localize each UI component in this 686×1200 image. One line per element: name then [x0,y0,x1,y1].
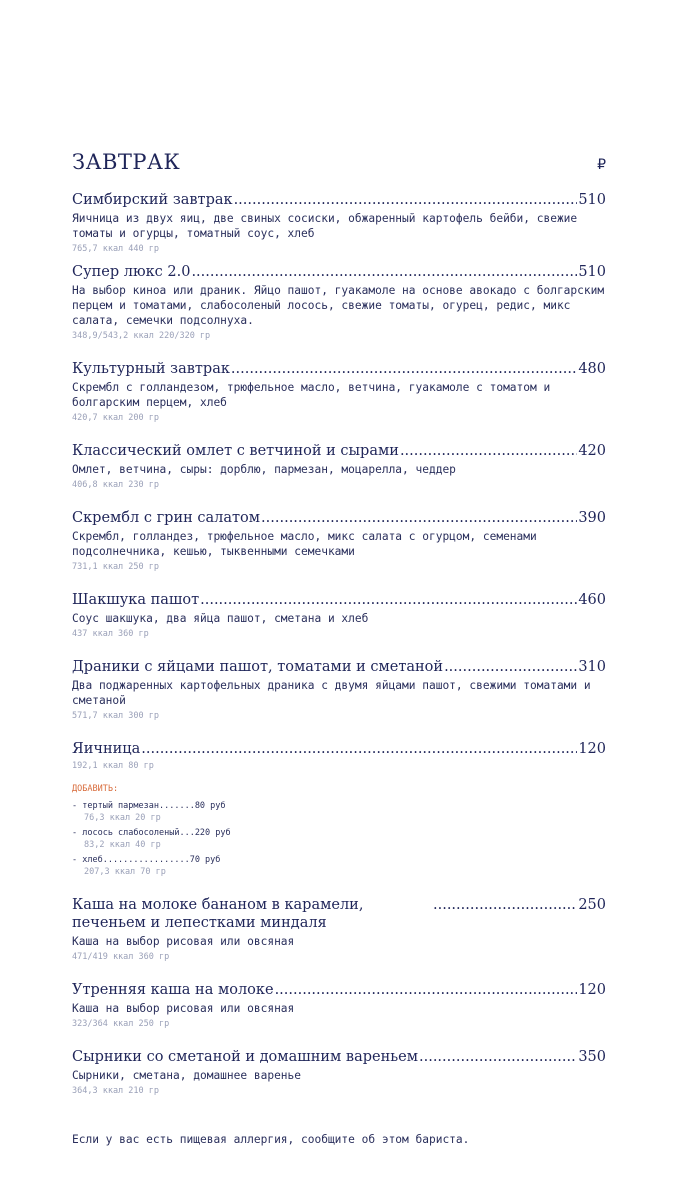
menu-item-header [72,191,606,209]
menu-item-header [72,981,606,999]
addon-line: - лосось слабосоленый...220 руб [72,828,231,838]
menu-item-nutrition: 406,8 ккал 230 гр [72,480,159,490]
menu-item-price: 250 [578,897,606,913]
dot-leader [200,591,577,609]
menu-item-price: 510 [578,192,606,208]
menu-item-header [72,658,606,676]
menu-item [72,263,606,342]
dot-leader [231,360,577,378]
menu-item-header [72,740,606,758]
menu-item-name: Симбирский завтрак [72,192,233,208]
dot-leader [433,896,577,914]
menu-item-header [72,442,606,460]
menu-item-name: Сырники со сметаной и домашним вареньем [72,1049,418,1065]
menu-item-name: Драники с яйцами пашот, томатами и сметаной [72,659,444,675]
menu-item-price: 390 [578,510,606,526]
menu-item-price: 510 [578,264,606,280]
menu-item-name: Скрембл с грин салатом [72,510,261,526]
menu-item-description: Яичница из двух яиц, две свиных сосиски, обжаренный картофель бейби, свежие томаты и огурцы, томатный соус, хлеб [72,212,578,240]
addon-line: - хлеб.................70 руб [72,855,221,865]
menu-item-header [72,1048,606,1066]
menu-item [72,658,606,722]
menu-item-header [72,896,606,932]
menu-item [72,896,606,963]
dot-leader [400,442,577,460]
menu-item-nutrition: 323/364 ккал 250 гр [72,1019,170,1029]
menu-item [72,1048,606,1097]
dot-leader [444,658,577,676]
menu-item [72,191,606,255]
dot-leader [141,740,577,758]
menu-item-name: Культурный завтрак [72,361,230,377]
menu-item-header [72,509,606,527]
menu-item [72,591,606,640]
addon-line: - тертый пармезан.......80 руб [72,801,226,811]
dot-leader [419,1048,577,1066]
addon-nutrition: 76,3 ккал 20 гр [84,813,161,823]
addons-title: ДОБАВИТЬ: [72,784,119,794]
menu-item [72,360,606,424]
menu-item-header [72,591,606,609]
menu-item-description: Каша на выбор рисовая или овсяная [72,935,295,948]
dot-leader [261,509,577,527]
menu-item-nutrition: 192,1 ккал 80 гр [72,761,154,771]
menu-item-name: Классический омлет с ветчиной и сырами [72,443,399,459]
menu-item-nutrition: 348,9/543,2 ккал 220/320 гр [72,331,211,341]
menu-item-price: 480 [578,361,606,377]
addon-nutrition: 207,3 ккал 70 гр [84,867,166,877]
menu-item [72,442,606,491]
menu-item-description: Скрембл с голландезом, трюфельное масло, ветчина, гуакамоле с томатом и болгарским перцем, хлеб [72,381,551,409]
menu-item-price: 120 [578,982,606,998]
menu-item [72,981,606,1030]
menu-item-description: Омлет, ветчина, сыры: дорблю, пармезан, моцарелла, чеддер [72,463,456,476]
allergy-note: Если у вас есть пищевая аллергия, сообщите об этом бариста. [72,1133,470,1146]
dot-leader [275,981,578,999]
dot-leader [234,191,578,209]
menu-item-nutrition: 420,7 ккал 200 гр [72,413,159,423]
menu-item-nutrition: 471/419 ккал 360 гр [72,952,170,962]
addons-block [72,784,606,878]
menu-item-price: 350 [578,1049,606,1065]
menu-item-name: Утренняя каша на молоке [72,982,274,998]
menu-item-nutrition: 571,7 ккал 300 гр [72,711,159,721]
section-title: ЗАВТРАК [72,150,181,174]
menu-page [72,150,606,1097]
menu-item-nutrition: 731,1 ккал 250 гр [72,562,159,572]
menu-item-name: Каша на молоке бананом в карамели, печеньем и лепестками миндаля [72,897,364,931]
menu-item-nutrition: 765,7 ккал 440 гр [72,244,159,254]
menu-item-description: Два поджаренных картофельных драника с двумя яйцами пашот, свежими томатами и сметаной [72,679,591,707]
menu-item-description: Каша на выбор рисовая или овсяная [72,1002,295,1015]
menu-item-header [72,263,606,281]
menu-item-name: Яичница [72,741,141,757]
menu-item-price: 310 [578,659,606,675]
dot-leader [191,263,577,281]
menu-item-price: 420 [578,443,606,459]
menu-item-description: Скрембл, голландез, трюфельное масло, микс салата с огурцом, семенами подсолнечника, кешью, тыквенными семечками [72,530,537,558]
menu-item-header [72,360,606,378]
menu-item-nutrition: 437 ккал 360 гр [72,629,149,639]
menu-item-price: 460 [578,592,606,608]
menu-item-description: Соус шакшука, два яйца пашот, сметана и хлеб [72,612,369,625]
menu-item-description: На выбор киноа или драник. Яйцо пашот, гуакамоле на основе авокадо с болгарским перцем и томатами, слабосоленый лосось, свежие томаты, огурец, редис, микс салата, семечки подсолнуха. [72,284,605,327]
currency-symbol: ₽ [597,157,606,173]
menu-item [72,509,606,573]
menu-item-price: 120 [578,741,606,757]
addon-nutrition: 83,2 ккал 40 гр [84,840,161,850]
menu-item-name: Шакшука пашот [72,592,200,608]
menu-item-name: Супер люкс 2.0 [72,264,191,280]
menu-item [72,740,606,878]
menu-item-nutrition: 364,3 ккал 210 гр [72,1086,159,1096]
menu-item-description: Сырники, сметана, домашнее варенье [72,1069,302,1082]
